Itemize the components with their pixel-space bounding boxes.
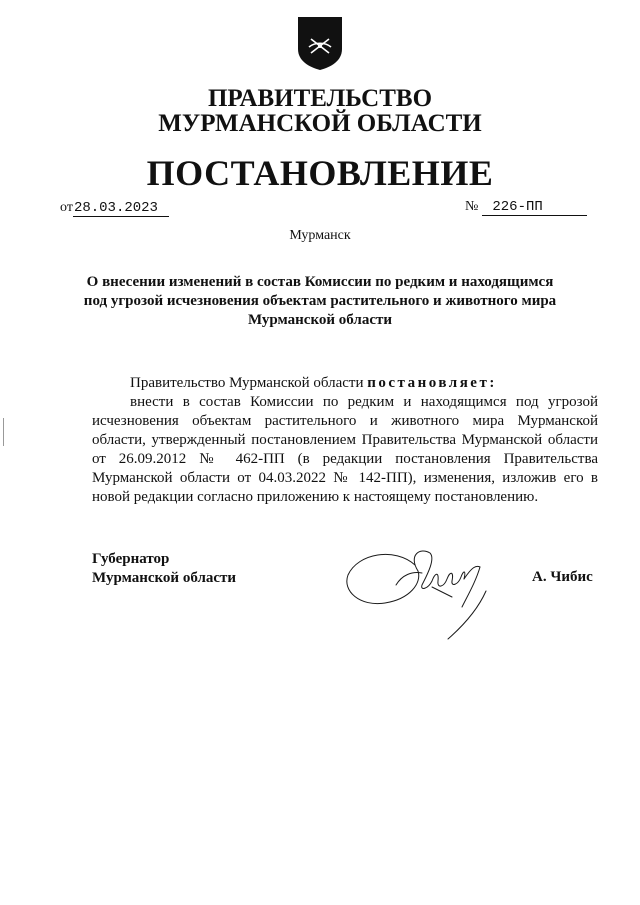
resolve-word: постановляет:	[367, 375, 497, 391]
number-field	[465, 199, 587, 216]
signer-title	[92, 550, 236, 588]
document-subject	[80, 273, 560, 330]
intro-paragraph	[92, 374, 598, 393]
signer-title-line2: Мурманской области	[92, 570, 237, 586]
document-body	[92, 374, 598, 507]
city-name: Мурманск	[289, 228, 351, 243]
date-field	[60, 200, 169, 217]
signer-title-line1: Губернатор	[92, 551, 170, 567]
government-title	[0, 86, 640, 136]
number-prefix: №	[465, 199, 479, 214]
signer-name: А. Чибис	[532, 569, 593, 585]
intro-text: Правительство Мурманской области	[130, 375, 368, 391]
date-prefix: от	[60, 200, 73, 215]
margin-mark	[3, 418, 4, 446]
main-paragraph: внести в состав Комиссии по редким и находящимся под угрозой исчезновения объектам растительного и животного мира Мурманской области, утвержденный постановлением Правительства Мурманской области от 26.09.2012 № 462-ПП (в редакции постановления Правительства Мурманской области от 04.03.2022 № 142-ПП), изменения, изложив его в новой редакции согласно приложению к настоящему постановлению.	[92, 394, 598, 505]
subject-line3: Мурманской области	[247, 312, 393, 328]
handwritten-signature	[340, 525, 500, 645]
number-value: 226-ПП	[482, 199, 587, 216]
subject-line2: под угрозой исчезновения объектам растительного и животного мира	[83, 293, 557, 309]
government-title-line2: МУРМАНСКОЙ ОБЛАСТИ	[158, 110, 482, 137]
government-title-line1: ПРАВИТЕЛЬСТВО	[207, 85, 433, 112]
date-value: 28.03.2023	[73, 200, 169, 217]
subject-line1: О внесении изменений в состав Комиссии по редким и находящимся	[86, 274, 554, 290]
coat-of-arms-icon	[295, 15, 345, 71]
document-type: ПОСТАНОВЛЕНИЕ	[146, 153, 494, 193]
